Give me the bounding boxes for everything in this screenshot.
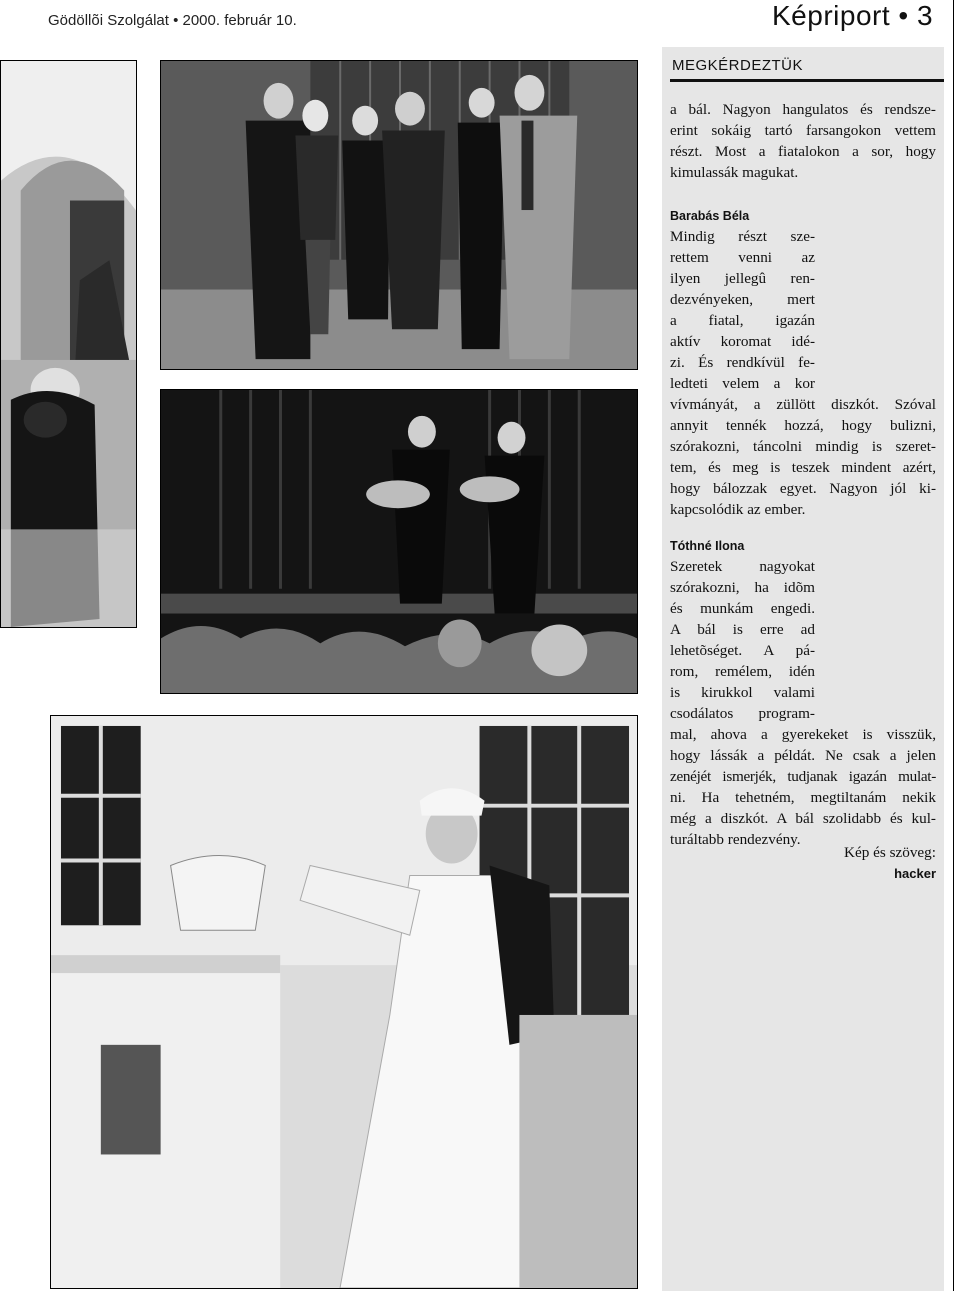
- section-title: MEGKÉRDEZTÜK: [672, 57, 804, 74]
- answer-line: is kirukkol valami: [670, 684, 815, 701]
- answer-line: zenéjét ismerjék, tudjanak igazán mulat-: [670, 768, 936, 785]
- answer-line: rettem venni az: [670, 249, 815, 266]
- interviewee-name: Tóthné Ilona: [670, 539, 745, 553]
- intro-line: erint sokáig tartó farsangokon vettem: [670, 122, 936, 139]
- interviewee-name: Barabás Béla: [670, 209, 750, 223]
- answer-line: zi. És rendkívül fe-: [670, 354, 815, 371]
- answer-line: annyit tennék hozzá, hogy bulizni,: [670, 417, 936, 434]
- photo-hall-couple: [0, 60, 137, 628]
- header-section-page: Képriport • 3: [772, 0, 934, 31]
- intro-line: részt. Most a fiatalokon a sor, hogy: [670, 143, 936, 160]
- answer-line: turáltabb rendezvény.: [670, 831, 801, 848]
- answer-line: szórakozni, táncolni mindig is szeret-: [670, 438, 936, 455]
- answer-line: még a diszkót. A bál szolidabb és kul-: [670, 810, 936, 827]
- intro-line: a bál. Nagyon hangulatos és rendsze-: [670, 101, 936, 118]
- section-title-rule: [670, 79, 944, 82]
- answer-line: szórakozni, ha idõm: [670, 579, 815, 596]
- answer-line: hogy bálozzak egyet. Nagyon jól ki-: [670, 480, 936, 497]
- answer-line: a fiatal, igazán: [670, 312, 815, 329]
- answer-line: aktív koromat idé-: [670, 333, 815, 350]
- answer-line: kapcsolódik az ember.: [670, 501, 806, 518]
- intro-line: kimulassák magukat.: [670, 164, 799, 181]
- photo-woman-white-dress: [50, 715, 638, 1289]
- answer-line: rom, remélem, idén: [670, 663, 815, 680]
- answer-line: vívmányát, a züllött diszkót. Szóval: [670, 396, 936, 413]
- answer-line: ledteti velem a kor: [670, 375, 815, 392]
- answer-line: A bál is erre ad: [670, 621, 815, 638]
- header-publication-date: Gödöllõi Szolgálat • 2000. február 10.: [48, 12, 297, 29]
- answer-line: ni. Ha tehetném, megtiltanám nekik: [670, 789, 936, 806]
- photo-stage-guitarists: [160, 389, 638, 694]
- photo-group-six-people: [160, 60, 638, 370]
- answer-line: mal, ahova a gyerekeket is visszük,: [670, 726, 936, 743]
- answer-line: Szeretek nagyokat: [670, 558, 815, 575]
- answer-line: hogy lássák a példát. Ne csak a jelen: [670, 747, 936, 764]
- answer-line: és munkám engedi.: [670, 600, 815, 617]
- answer-line: tem, és meg is teszek mindent azért,: [670, 459, 936, 476]
- answer-line: dezvényeken, mert: [670, 291, 815, 308]
- answer-line: Mindig részt sze-: [670, 228, 815, 245]
- answer-line: ilyen jellegû ren-: [670, 270, 815, 287]
- photo-credit-author: hacker: [894, 866, 936, 881]
- photo-credit-label: Kép és szöveg:: [844, 844, 936, 861]
- answer-line: lehetõséget. A pá-: [670, 642, 815, 659]
- page-edge-rule: [953, 0, 954, 1291]
- answer-line: csodálatos program-: [670, 705, 815, 722]
